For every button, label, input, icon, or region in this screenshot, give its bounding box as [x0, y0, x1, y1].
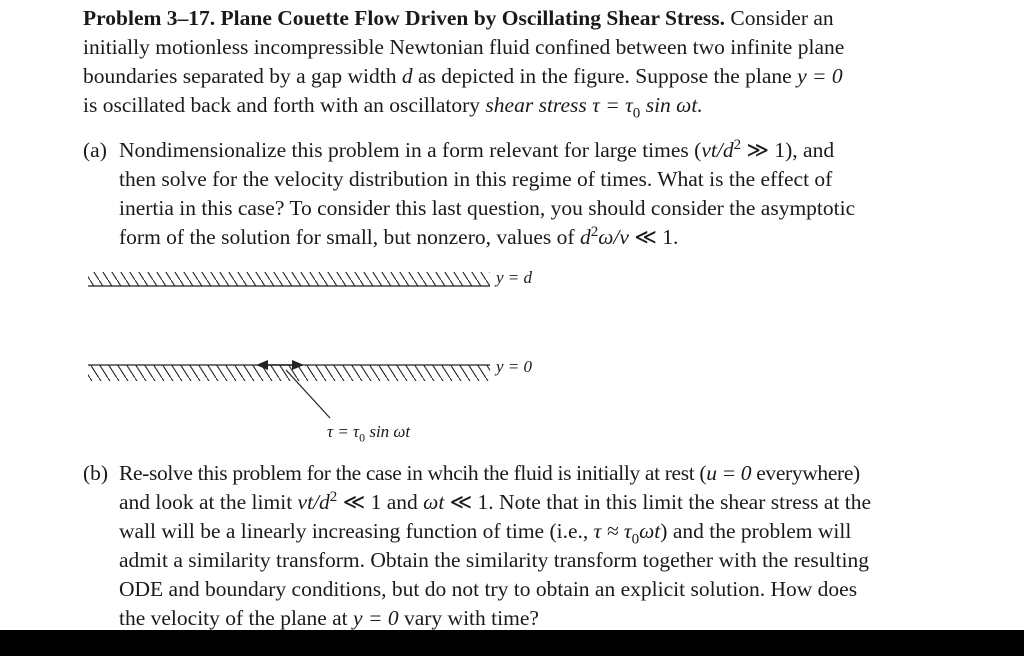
part-b-line-4: admit a similarity transform. Obtain the similarity transform together with the resulting	[119, 548, 869, 572]
top-wall-label: y = d	[496, 268, 533, 287]
bottom-wall-label: y = 0	[496, 357, 533, 376]
bottom-black-bar	[0, 630, 1024, 656]
part-b-marker: (b)	[83, 461, 109, 485]
stress-label: $\tau = \tau_0$ sin ωt	[327, 422, 411, 445]
part-a-line-3: inertia in this case? To consider this last question, you should consider the asymptotic	[119, 196, 856, 220]
problem-line-2: initially motionless incompressible Newtonian fluid confined between two infinite plane	[83, 35, 845, 59]
part-a-line-1: Nondimensionalize this problem in a form relevant for large times ($\nu t/d^2$ ≫ 1), and	[119, 136, 835, 162]
problem-line-4: is oscillated back and forth with an oscillatory shear stress $\tau = \tau_0$ sin ωt.	[83, 93, 703, 122]
problem-line-3: boundaries separated by a gap width d as depicted in the figure. Suppose the plane y = 0	[83, 64, 843, 88]
part-b-line-1: Re-solve this problem for the case in whcih the fluid is initially at rest (u = 0 everywhere)	[119, 461, 860, 485]
part-b-line-2: and look at the limit $\nu t/d^2$ ≪ 1 and ωt ≪ 1. Note that in this limit the shear stress at the	[119, 488, 872, 514]
problem-heading: Problem 3–17. Plane Couette Flow Driven by Oscillating Shear Stress.	[83, 6, 725, 30]
part-a-line-2: then solve for the velocity distribution in this regime of times. What is the effect of	[119, 167, 833, 191]
part-a-marker: (a)	[83, 138, 107, 162]
top-wall	[88, 272, 490, 286]
part-a-line-4: form of the solution for small, but nonzero, values of $d^2\omega/\nu$ ≪ 1.	[119, 223, 679, 249]
part-b-line-5: ODE and boundary conditions, but do not try to obtain an explicit solution. How does	[119, 577, 858, 601]
part-b-line-3: wall will be a linearly increasing function of time (i.e., $\tau \approx \tau_0\omega t$) and the problem will	[119, 519, 852, 548]
problem-line-1: Problem 3–17. Plane Couette Flow Driven by Oscillating Shear Stress. Consider an	[83, 6, 834, 30]
part-b-line-6: the velocity of the plane at y = 0 vary with time?	[119, 606, 539, 630]
